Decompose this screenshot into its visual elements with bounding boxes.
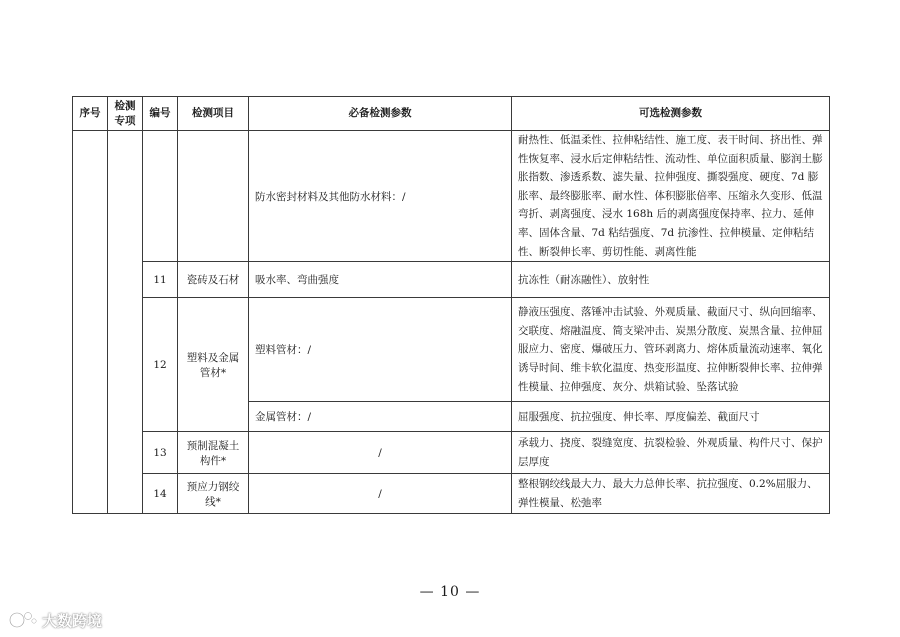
category-cell [108,131,143,514]
required-cell: / [249,432,512,474]
required-cell: 塑料管材：/ [249,298,512,402]
number-cell: 12 [143,298,178,432]
header-item: 检测项目 [178,97,249,131]
required-cell: 吸水率、弯曲强度 [249,262,512,298]
header-seq: 序号 [73,97,108,131]
item-cell: 预应力钢绞线* [178,474,249,514]
number-cell: 14 [143,474,178,514]
logo-icon [8,609,38,631]
item-cell: 塑料及金属管材* [178,298,249,432]
number-cell: 11 [143,262,178,298]
table-row [73,432,830,474]
table-row [73,298,830,402]
seq-cell [73,131,108,514]
table-row [73,262,830,298]
optional-cell: 耐热性、低温柔性、拉伸粘结性、施工度、表干时间、挤出性、弹性恢复率、浸水后定伸粘结性、流动性、单位面积质量、膨润土膨胀指数、渗透系数、滤失量、拉伸强度、撕裂强度、硬度、7d 膨胀率、最终膨胀率、耐水性、体积膨胀倍率、压缩永久变形、低温弯折、剥离强度、浸水 168h 后的剥离强度保持率、拉力、延伸率、固体含量、7d 粘结强度、7d 抗渗性、拉伸模量、定伸粘结性、断裂伸长率、剪切性能、剥离性能 [512,131,830,262]
optional-cell: 抗冻性（耐冻融性）、放射性 [512,262,830,298]
inspection-parameters-table [72,96,830,514]
header-number: 编号 [143,97,178,131]
table-row [73,474,830,514]
header-required: 必备检测参数 [249,97,512,131]
item-cell: 预制混凝土构件* [178,432,249,474]
table-row [73,131,830,262]
watermark [8,609,102,631]
optional-cell: 屈服强度、抗拉强度、伸长率、厚度偏差、截面尺寸 [512,402,830,432]
watermark-text: 大数跨境 [42,611,103,630]
item-cell [178,131,249,262]
page-number: — 10 — [419,584,481,600]
header-optional: 可选检测参数 [512,97,830,131]
optional-cell: 承载力、挠度、裂缝宽度、抗裂检验、外观质量、构件尺寸、保护层厚度 [512,432,830,474]
required-cell: 防水密封材料及其他防水材料：/ [249,131,512,262]
header-category: 检测专项 [108,97,143,131]
required-cell: / [249,474,512,514]
optional-cell: 静液压强度、落锤冲击试验、外观质量、截面尺寸、纵向回缩率、交联度、熔融温度、简支梁冲击、炭黑分散度、炭黑含量、拉伸屈服应力、密度、爆破压力、管环剥离力、熔体质量流动速率、氧化诱导时间、维卡软化温度、热变形温度、拉伸断裂伸长率、拉伸弹性模量、拉伸强度、灰分、烘箱试验、坠落试验 [512,298,830,402]
optional-cell: 整根钢绞线最大力、最大力总伸长率、抗拉强度、0.2%屈服力、弹性模量、松弛率 [512,474,830,514]
number-cell [143,131,178,262]
table-header-row [73,97,830,131]
item-cell: 瓷砖及石材 [178,262,249,298]
required-cell: 金属管材：/ [249,402,512,432]
number-cell: 13 [143,432,178,474]
